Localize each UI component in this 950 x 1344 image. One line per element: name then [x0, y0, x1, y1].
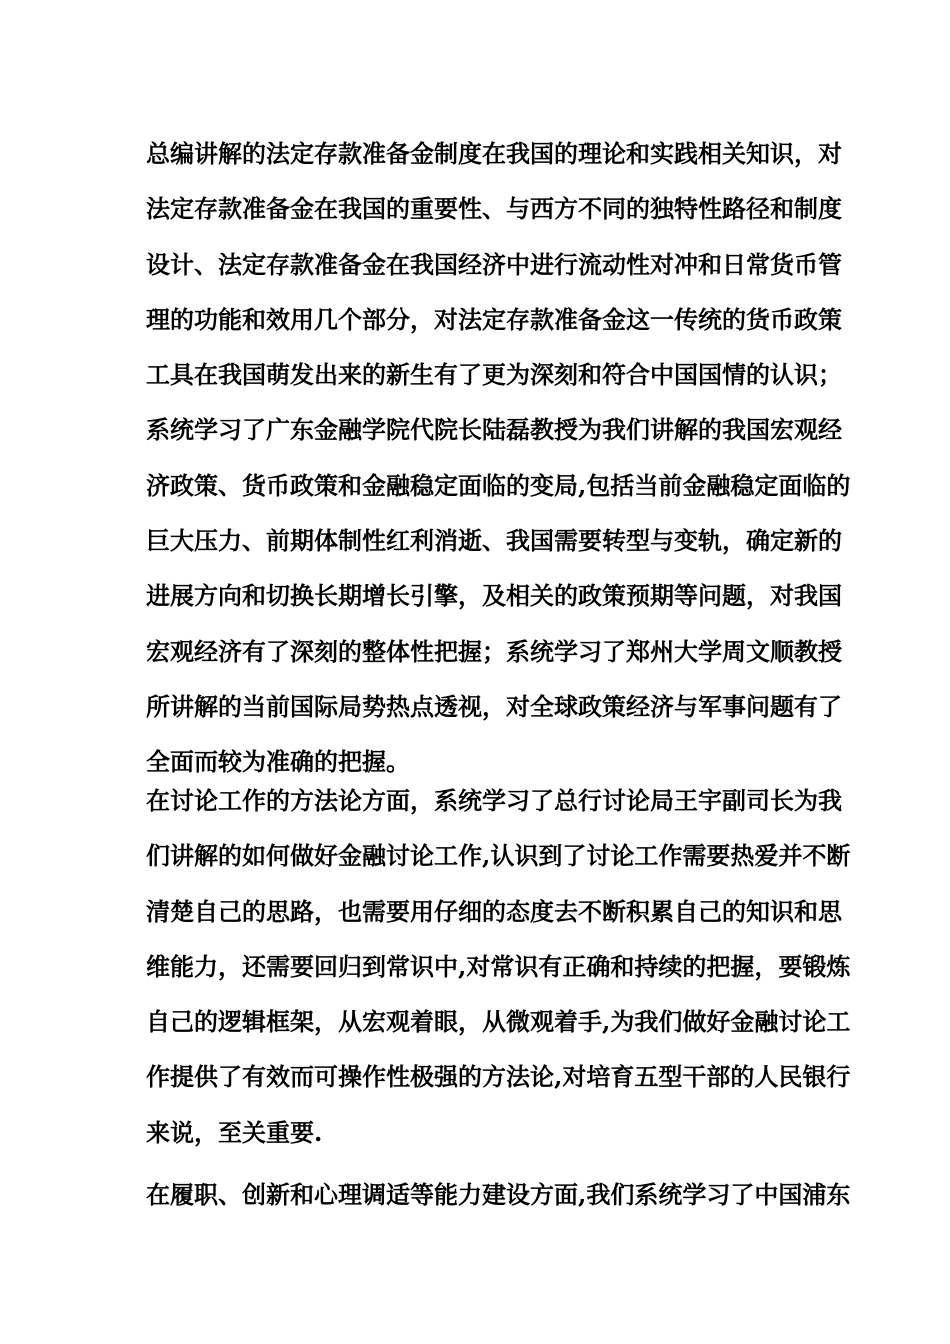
paragraph-line: 清楚自己的思路，也需要用仔细的态度去不断积累自己的知识和思 [146, 896, 842, 926]
paragraph-line: 宏观经济有了深刻的整体性把握；系统学习了郑州大学周文顺教授 [146, 636, 842, 666]
paragraph-line: 来说，至关重要. [146, 1117, 323, 1147]
paragraph-line: 维能力，还需要回归到常识中,对常识有正确和持续的把握，要锻炼 [146, 951, 851, 981]
paragraph-line: 总编讲解的法定存款准备金制度在我国的理论和实践相关知识，对 [146, 139, 842, 168]
paragraph-line: 济政策、货币政策和金融稳定面临的变局,包括当前金融稳定面临的 [146, 470, 851, 500]
paragraph-line: 工具在我国萌发出来的新生有了更为深刻和符合中国国情的认识； [146, 360, 842, 390]
paragraph-line: 所讲解的当前国际局势热点透视，对全球政策经济与军事问题有了 [146, 691, 842, 721]
paragraph-line: 进展方向和切换长期增长引擎，及相关的政策预期等问题，对我国 [146, 581, 842, 611]
paragraph-line: 理的功能和效用几个部分，对法定存款准备金这一传统的货币政策 [146, 304, 842, 334]
paragraph-1 [146, 126, 851, 790]
paragraph-line: 作提供了有效而可操作性极强的方法论,对培育五型干部的人民银行 [146, 1062, 851, 1092]
paragraph-2 [146, 773, 851, 1160]
paragraph-line: 法定存款准备金在我国的重要性、与西方不同的独特性路径和制度 [146, 194, 842, 224]
paragraph-3 [146, 1167, 851, 1222]
paragraph-line: 们讲解的如何做好金融讨论工作,认识到了讨论工作需要热爱并不断 [146, 841, 851, 871]
paragraph-line: 自己的逻辑框架，从宏观着眼，从微观着手,为我们做好金融讨论工 [146, 1007, 851, 1037]
paragraph-line: 在讨论工作的方法论方面，系统学习了总行讨论局王宇副司长为我 [146, 786, 842, 815]
paragraph-line: 设计、法定存款准备金在我国经济中进行流动性对冲和日常货币管 [146, 249, 842, 279]
paragraph-line: 在履职、创新和心理调适等能力建设方面,我们系统学习了中国浦东 [146, 1180, 851, 1209]
paragraph-line: 全面而较为准确的把握。 [146, 747, 410, 777]
paragraph-line: 巨大压力、前期体制性红利消逝、我国需要转型与变轨，确定新的 [146, 526, 842, 556]
paragraph-line: 系统学习了广东金融学院代院长陆磊教授为我们讲解的我国宏观经 [146, 415, 842, 445]
